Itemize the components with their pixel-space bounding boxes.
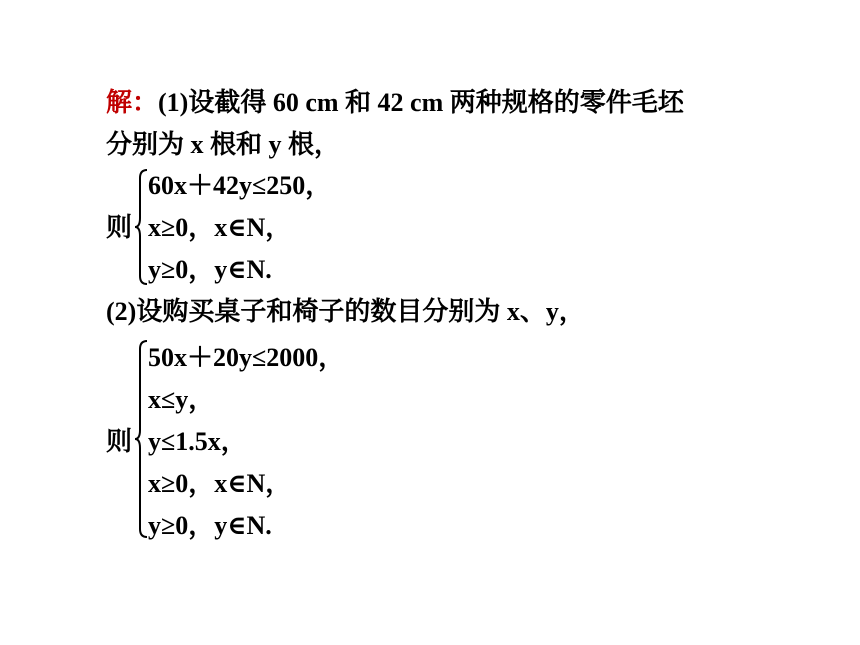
system1-row-2: x≥0，x∈N，: [148, 213, 292, 242]
part1-intro-line2: 分别为 x 根和 y 根，: [106, 130, 341, 159]
part2-intro: (2)设购买桌子和椅子的数目分别为 x、y，: [106, 297, 585, 326]
system1-row-1: 60x＋42y≤250，: [148, 171, 332, 200]
left-brace-1: [133, 168, 149, 286]
system2-row-4: x≥0，x∈N，: [148, 469, 292, 498]
left-brace-2: [133, 339, 149, 539]
part1-intro-line1: [106, 88, 684, 118]
then-label-2: 则: [106, 427, 133, 456]
system1-row-3: y≥0，y∈N.: [148, 255, 272, 284]
system2-row-3: y≤1.5x，: [148, 427, 247, 456]
solution-label: 解：: [106, 88, 159, 117]
system2-row-5: y≥0，y∈N.: [148, 511, 272, 540]
part1-intro-text: (1)设截得 60 cm 和 42 cm 两种规格的零件毛坯: [158, 88, 684, 117]
system2-row-1: 50x＋20y≤2000，: [148, 343, 345, 372]
then-label-1: 则: [106, 213, 133, 242]
system2-row-2: x≤y，: [148, 385, 215, 414]
